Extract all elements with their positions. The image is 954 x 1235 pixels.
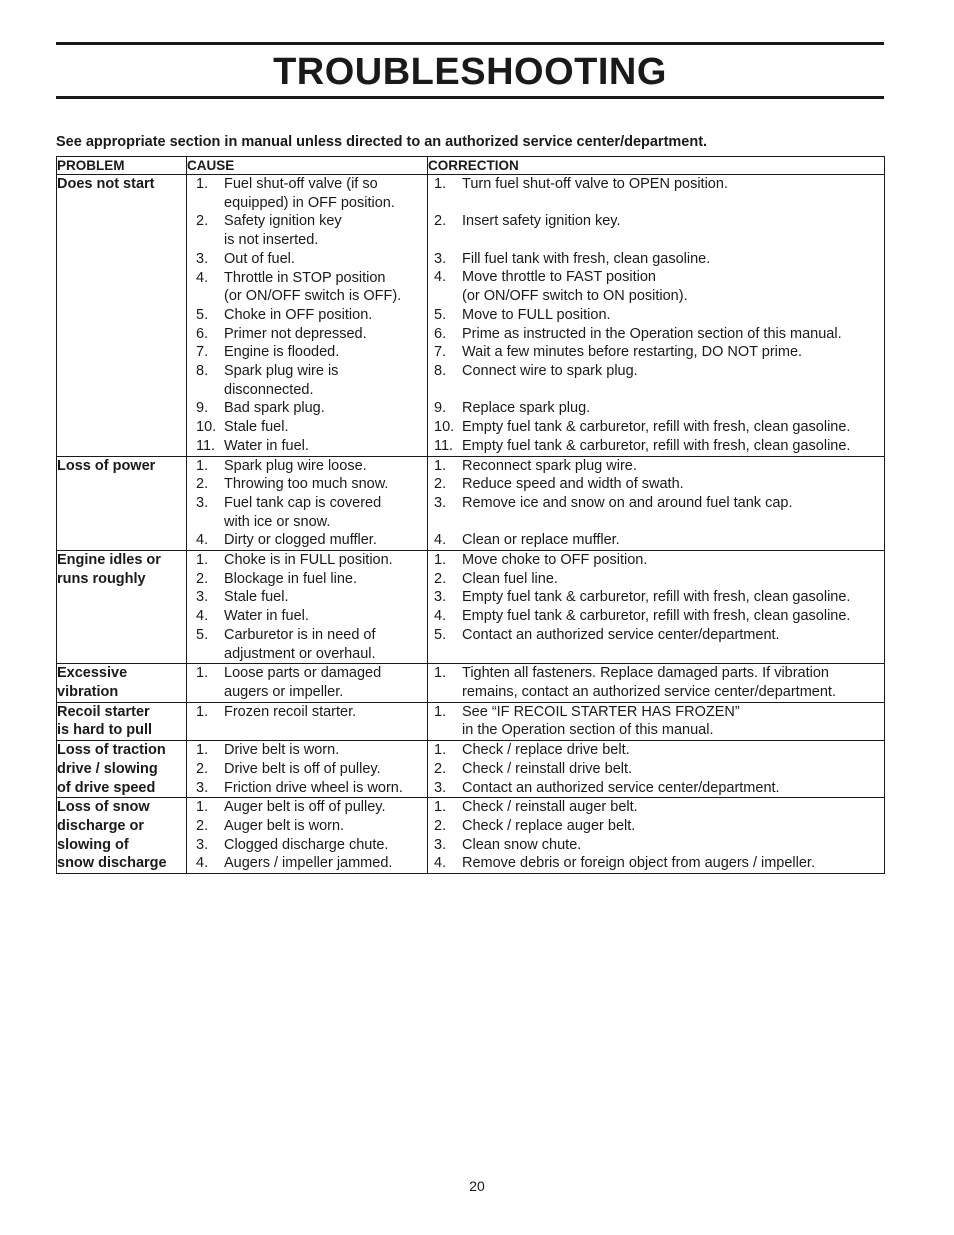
item-text: Prime as instructed in the Operation section of this manual. xyxy=(462,325,842,342)
item-text: with ice or snow. xyxy=(224,513,331,530)
item-number: 2. xyxy=(434,213,447,230)
item-number: 4. xyxy=(434,855,447,872)
item-text: Choke in OFF position. xyxy=(224,306,373,323)
cause-item xyxy=(187,381,427,400)
item-number: 10. xyxy=(434,419,455,436)
problem-cell xyxy=(57,702,187,740)
item-number xyxy=(187,645,224,664)
item-number xyxy=(428,194,462,213)
cause-item xyxy=(187,399,427,418)
item-number: 1. xyxy=(196,665,209,682)
item-number xyxy=(187,194,224,213)
cause-item xyxy=(187,551,427,570)
cause-item xyxy=(187,494,427,513)
item-number xyxy=(187,287,224,306)
item-number xyxy=(187,231,224,250)
cause-item xyxy=(187,212,427,231)
item-number: 3. xyxy=(434,250,447,267)
item-text: Remove debris or foreign object from augers / impeller. xyxy=(462,855,815,872)
cause-cell xyxy=(187,551,428,664)
cause-item xyxy=(187,513,427,532)
item-number: 1. xyxy=(196,703,209,720)
cause-item xyxy=(187,683,427,702)
correction-item xyxy=(428,343,884,362)
cause-item xyxy=(187,836,427,855)
problem-text: Does not start xyxy=(57,176,155,192)
item-text: in the Operation section of this manual. xyxy=(462,722,714,739)
cause-item xyxy=(187,250,427,269)
item-number: 1. xyxy=(196,552,209,569)
correction-item xyxy=(428,798,884,817)
correction-item xyxy=(428,626,884,645)
correction-item xyxy=(428,588,884,607)
correction-cell xyxy=(428,456,885,551)
correction-cell xyxy=(428,175,885,457)
page-title: TROUBLESHOOTING xyxy=(273,51,667,93)
item-text: Tighten all fasteners. Replace damaged parts. If vibration xyxy=(462,665,829,682)
problem-text: Engine idles or xyxy=(57,552,161,569)
table-body xyxy=(57,175,885,874)
item-text: Friction drive wheel is worn. xyxy=(224,779,403,796)
cause-item xyxy=(187,457,427,476)
item-text: Spark plug wire loose. xyxy=(224,457,367,474)
item-number: 2. xyxy=(196,760,209,777)
correction-item xyxy=(428,306,884,325)
correction-item xyxy=(428,817,884,836)
cause-item xyxy=(187,703,427,722)
problem-text: of drive speed xyxy=(57,779,156,796)
correction-item xyxy=(428,212,884,231)
cause-item xyxy=(187,607,427,626)
item-number: 1. xyxy=(434,552,447,569)
item-number: 7. xyxy=(434,344,447,361)
item-number xyxy=(187,381,224,400)
item-text: (or ON/OFF switch is OFF). xyxy=(224,288,402,305)
title-rule-top xyxy=(56,42,884,45)
item-number: 4. xyxy=(434,269,447,286)
item-text: Contact an authorized service center/department. xyxy=(462,779,780,796)
item-text: Empty fuel tank & carburetor, refill with fresh, clean gasoline. xyxy=(462,419,851,436)
cause-item xyxy=(187,231,427,250)
item-text: See “IF RECOIL STARTER HAS FROZEN” xyxy=(462,703,740,720)
item-text: Choke is in FULL position. xyxy=(224,552,393,569)
problem-text: snow discharge xyxy=(57,855,167,872)
item-number: 11. xyxy=(196,437,216,454)
item-number: 1. xyxy=(196,457,209,474)
cause-item xyxy=(187,362,427,381)
item-number xyxy=(428,721,462,740)
problem-cell xyxy=(57,175,187,457)
cause-item xyxy=(187,741,427,760)
item-number: 5. xyxy=(434,626,447,643)
cause-item xyxy=(187,626,427,645)
item-number: 3. xyxy=(434,494,447,511)
item-number: 3. xyxy=(196,836,209,853)
item-number: 8. xyxy=(434,363,447,379)
item-text: Move throttle to FAST position xyxy=(462,269,656,286)
item-text: disconnected. xyxy=(224,381,314,398)
item-text: Remove ice and snow on and around fuel tank cap. xyxy=(462,494,793,511)
correction-cell xyxy=(428,664,885,702)
item-text: Check / reinstall auger belt. xyxy=(462,799,638,816)
item-text: Throwing too much snow. xyxy=(224,476,389,493)
correction-item xyxy=(428,325,884,344)
item-number: 6. xyxy=(434,325,447,342)
item-number: 1. xyxy=(196,742,209,759)
item-text: Fuel tank cap is covered xyxy=(224,494,382,511)
item-text: Water in fuel. xyxy=(224,437,309,454)
item-number xyxy=(428,381,462,400)
cause-item xyxy=(187,325,427,344)
cause-item xyxy=(187,645,427,664)
correction-item xyxy=(428,513,884,532)
item-text: Turn fuel shut-off valve to OPEN position. xyxy=(462,176,728,192)
cause-item xyxy=(187,779,427,798)
item-text: Drive belt is worn. xyxy=(224,742,340,759)
problem-text: runs roughly xyxy=(57,570,146,587)
cause-item xyxy=(187,418,427,437)
item-number: 2. xyxy=(434,817,447,834)
item-number: 3. xyxy=(434,779,447,796)
correction-item xyxy=(428,551,884,570)
item-text: Move to FULL position. xyxy=(462,306,611,323)
correction-item xyxy=(428,362,884,381)
item-number: 3. xyxy=(196,494,209,511)
correction-item xyxy=(428,570,884,589)
item-text: Primer not depressed. xyxy=(224,325,367,342)
item-number: 4. xyxy=(434,608,447,625)
item-text: Empty fuel tank & carburetor, refill with fresh, clean gasoline. xyxy=(462,437,851,454)
correction-item xyxy=(428,721,884,740)
title-rule-bottom xyxy=(56,96,884,99)
correction-item xyxy=(428,194,884,213)
item-text: Auger belt is off of pulley. xyxy=(224,799,386,816)
problem-cell xyxy=(57,551,187,664)
cause-item xyxy=(187,306,427,325)
table-row xyxy=(57,551,885,664)
item-text: Check / replace drive belt. xyxy=(462,742,630,759)
item-text: Bad spark plug. xyxy=(224,400,325,417)
item-text: augers or impeller. xyxy=(224,683,344,700)
item-text: Auger belt is worn. xyxy=(224,817,345,834)
item-text: Stale fuel. xyxy=(224,589,289,606)
cause-item xyxy=(187,531,427,550)
header-cause: CAUSE xyxy=(187,157,428,175)
problem-text: Loss of power xyxy=(57,457,156,474)
correction-cell xyxy=(428,741,885,798)
cause-cell xyxy=(187,175,428,457)
item-number: 4. xyxy=(196,608,209,625)
page-number: 20 xyxy=(469,1178,485,1194)
cause-item xyxy=(187,588,427,607)
item-text: remains, contact an authorized service center/department. xyxy=(462,683,836,700)
item-text: Insert safety ignition key. xyxy=(462,213,621,230)
item-text: Wait a few minutes before restarting, DO NOT prime. xyxy=(462,344,803,361)
cause-cell xyxy=(187,741,428,798)
item-number: 3. xyxy=(196,779,209,796)
correction-item xyxy=(428,457,884,476)
item-text: Clean or replace muffler. xyxy=(462,532,620,549)
item-number: 5. xyxy=(434,306,447,323)
correction-item xyxy=(428,437,884,456)
table-row xyxy=(57,702,885,740)
item-number xyxy=(428,683,462,702)
item-number: 9. xyxy=(196,400,209,417)
item-number: 2. xyxy=(196,476,209,493)
cause-item xyxy=(187,194,427,213)
item-text: Throttle in STOP position xyxy=(224,269,386,286)
item-text: Water in fuel. xyxy=(224,608,309,625)
item-text: Augers / impeller jammed. xyxy=(224,855,393,872)
item-number: 4. xyxy=(196,532,209,549)
item-text: Frozen recoil starter. xyxy=(224,703,357,720)
item-number: 11. xyxy=(434,437,454,454)
header-correction: CORRECTION xyxy=(428,157,885,175)
correction-item xyxy=(428,231,884,250)
correction-item xyxy=(428,779,884,798)
item-text: Fill fuel tank with fresh, clean gasoline. xyxy=(462,250,711,267)
item-text: Clogged discharge chute. xyxy=(224,836,389,853)
item-text: Drive belt is off of pulley. xyxy=(224,760,381,777)
item-text: Move choke to OFF position. xyxy=(462,552,648,569)
problem-text: Loss of traction xyxy=(57,742,166,759)
cause-item xyxy=(187,343,427,362)
correction-cell xyxy=(428,798,885,874)
item-text: Empty fuel tank & carburetor, refill with fresh, clean gasoline. xyxy=(462,589,851,606)
item-number: 3. xyxy=(434,589,447,606)
troubleshooting-table xyxy=(56,156,885,874)
item-number xyxy=(428,287,462,306)
item-text: Clean fuel line. xyxy=(462,570,558,587)
cause-item xyxy=(187,287,427,306)
intro-note: See appropriate section in manual unless directed to an authorized service center/department. xyxy=(56,134,708,150)
item-text xyxy=(462,194,884,213)
item-number: 1. xyxy=(434,742,447,759)
problem-cell xyxy=(57,798,187,874)
item-text xyxy=(462,513,884,532)
item-text: Fuel shut-off valve (if so xyxy=(224,176,378,192)
item-number: 1. xyxy=(196,176,209,192)
item-text: Safety ignition key xyxy=(224,213,342,230)
correction-item xyxy=(428,760,884,779)
item-number: 1. xyxy=(434,799,447,816)
correction-item xyxy=(428,175,884,194)
item-number xyxy=(187,513,224,532)
cause-item xyxy=(187,817,427,836)
item-number: 6. xyxy=(196,325,209,342)
item-number: 2. xyxy=(434,760,447,777)
item-number: 3. xyxy=(434,836,447,853)
cause-item xyxy=(187,175,427,194)
item-text: Clean snow chute. xyxy=(462,836,582,853)
item-number: 2. xyxy=(434,570,447,587)
cause-item xyxy=(187,475,427,494)
item-number: 2. xyxy=(196,817,209,834)
problem-text: Recoil starter xyxy=(57,703,150,720)
cause-cell xyxy=(187,456,428,551)
correction-item xyxy=(428,531,884,550)
problem-text: discharge or xyxy=(57,817,145,834)
item-text: Engine is flooded. xyxy=(224,344,340,361)
item-number: 1. xyxy=(434,703,447,720)
table-row xyxy=(57,741,885,798)
item-text: adjustment or overhaul. xyxy=(224,645,376,662)
table-row xyxy=(57,798,885,874)
item-text: Carburetor is in need of xyxy=(224,626,376,643)
correction-cell xyxy=(428,551,885,664)
problem-text: drive / slowing xyxy=(57,760,158,777)
correction-item xyxy=(428,683,884,702)
correction-item xyxy=(428,418,884,437)
item-text: (or ON/OFF switch to ON position). xyxy=(462,288,688,305)
correction-item xyxy=(428,287,884,306)
item-number: 5. xyxy=(196,306,209,323)
header-problem: PROBLEM xyxy=(57,157,187,175)
item-text: Reduce speed and width of swath. xyxy=(462,476,684,493)
table-header-row xyxy=(57,157,885,175)
correction-item xyxy=(428,381,884,400)
item-text: Contact an authorized service center/department. xyxy=(462,626,780,643)
problem-text: Excessive xyxy=(57,665,128,682)
correction-item xyxy=(428,268,884,287)
cause-cell xyxy=(187,702,428,740)
table-row xyxy=(57,664,885,702)
correction-item xyxy=(428,703,884,722)
item-text: Replace spark plug. xyxy=(462,400,591,417)
item-number xyxy=(187,683,224,702)
cause-item xyxy=(187,570,427,589)
cause-item xyxy=(187,269,427,288)
cause-item xyxy=(187,437,427,456)
item-number: 1. xyxy=(434,665,447,682)
correction-item xyxy=(428,494,884,513)
problem-cell xyxy=(57,741,187,798)
correction-item xyxy=(428,741,884,760)
item-text: Dirty or clogged muffler. xyxy=(224,532,377,549)
item-number: 1. xyxy=(434,457,447,474)
item-number: 2. xyxy=(434,476,447,493)
item-number: 4. xyxy=(196,855,209,872)
item-number: 1. xyxy=(196,799,209,816)
item-text: Reconnect spark plug wire. xyxy=(462,457,637,474)
cause-cell xyxy=(187,798,428,874)
item-number: 3. xyxy=(196,589,209,606)
correction-item xyxy=(428,607,884,626)
problem-text: slowing of xyxy=(57,836,129,853)
item-number: 9. xyxy=(434,400,447,417)
correction-item xyxy=(428,836,884,855)
correction-item xyxy=(428,475,884,494)
item-number: 3. xyxy=(196,250,209,267)
item-number: 8. xyxy=(196,363,209,380)
item-text: equipped) in OFF position. xyxy=(224,194,395,211)
item-number: 4. xyxy=(434,532,447,549)
correction-item xyxy=(428,854,884,873)
item-text: Check / replace auger belt. xyxy=(462,817,636,834)
item-number: 2. xyxy=(196,570,209,587)
table-row xyxy=(57,456,885,551)
item-number: 7. xyxy=(196,344,209,361)
item-number: 4. xyxy=(196,269,209,286)
item-text: Stale fuel. xyxy=(224,419,289,436)
item-text: Spark plug wire is xyxy=(224,363,339,380)
cause-item xyxy=(187,798,427,817)
item-text: is not inserted. xyxy=(224,232,319,249)
item-number: 5. xyxy=(196,626,209,643)
item-text: Blockage in fuel line. xyxy=(224,570,357,587)
cause-cell xyxy=(187,664,428,702)
item-number xyxy=(428,231,462,250)
item-text: Check / reinstall drive belt. xyxy=(462,760,633,777)
cause-item xyxy=(187,854,427,873)
item-text: Out of fuel. xyxy=(224,250,295,267)
problem-cell xyxy=(57,664,187,702)
cause-item xyxy=(187,760,427,779)
table-row xyxy=(57,175,885,457)
problem-text: vibration xyxy=(57,683,119,700)
problem-cell xyxy=(57,456,187,551)
item-text: Empty fuel tank & carburetor, refill with fresh, clean gasoline. xyxy=(462,608,851,625)
item-number: 10. xyxy=(196,419,217,436)
item-text: Loose parts or damaged xyxy=(224,665,382,682)
problem-text: Loss of snow xyxy=(57,799,150,816)
item-number: 1. xyxy=(434,176,447,192)
correction-item xyxy=(428,250,884,269)
item-number: 2. xyxy=(196,213,209,230)
item-text xyxy=(462,381,884,400)
item-number xyxy=(428,513,462,532)
item-text xyxy=(462,231,884,250)
correction-item xyxy=(428,664,884,683)
item-text: Connect wire to spark plug. xyxy=(462,363,638,379)
correction-cell xyxy=(428,702,885,740)
problem-text: is hard to pull xyxy=(57,722,153,739)
cause-item xyxy=(187,664,427,683)
correction-item xyxy=(428,399,884,418)
